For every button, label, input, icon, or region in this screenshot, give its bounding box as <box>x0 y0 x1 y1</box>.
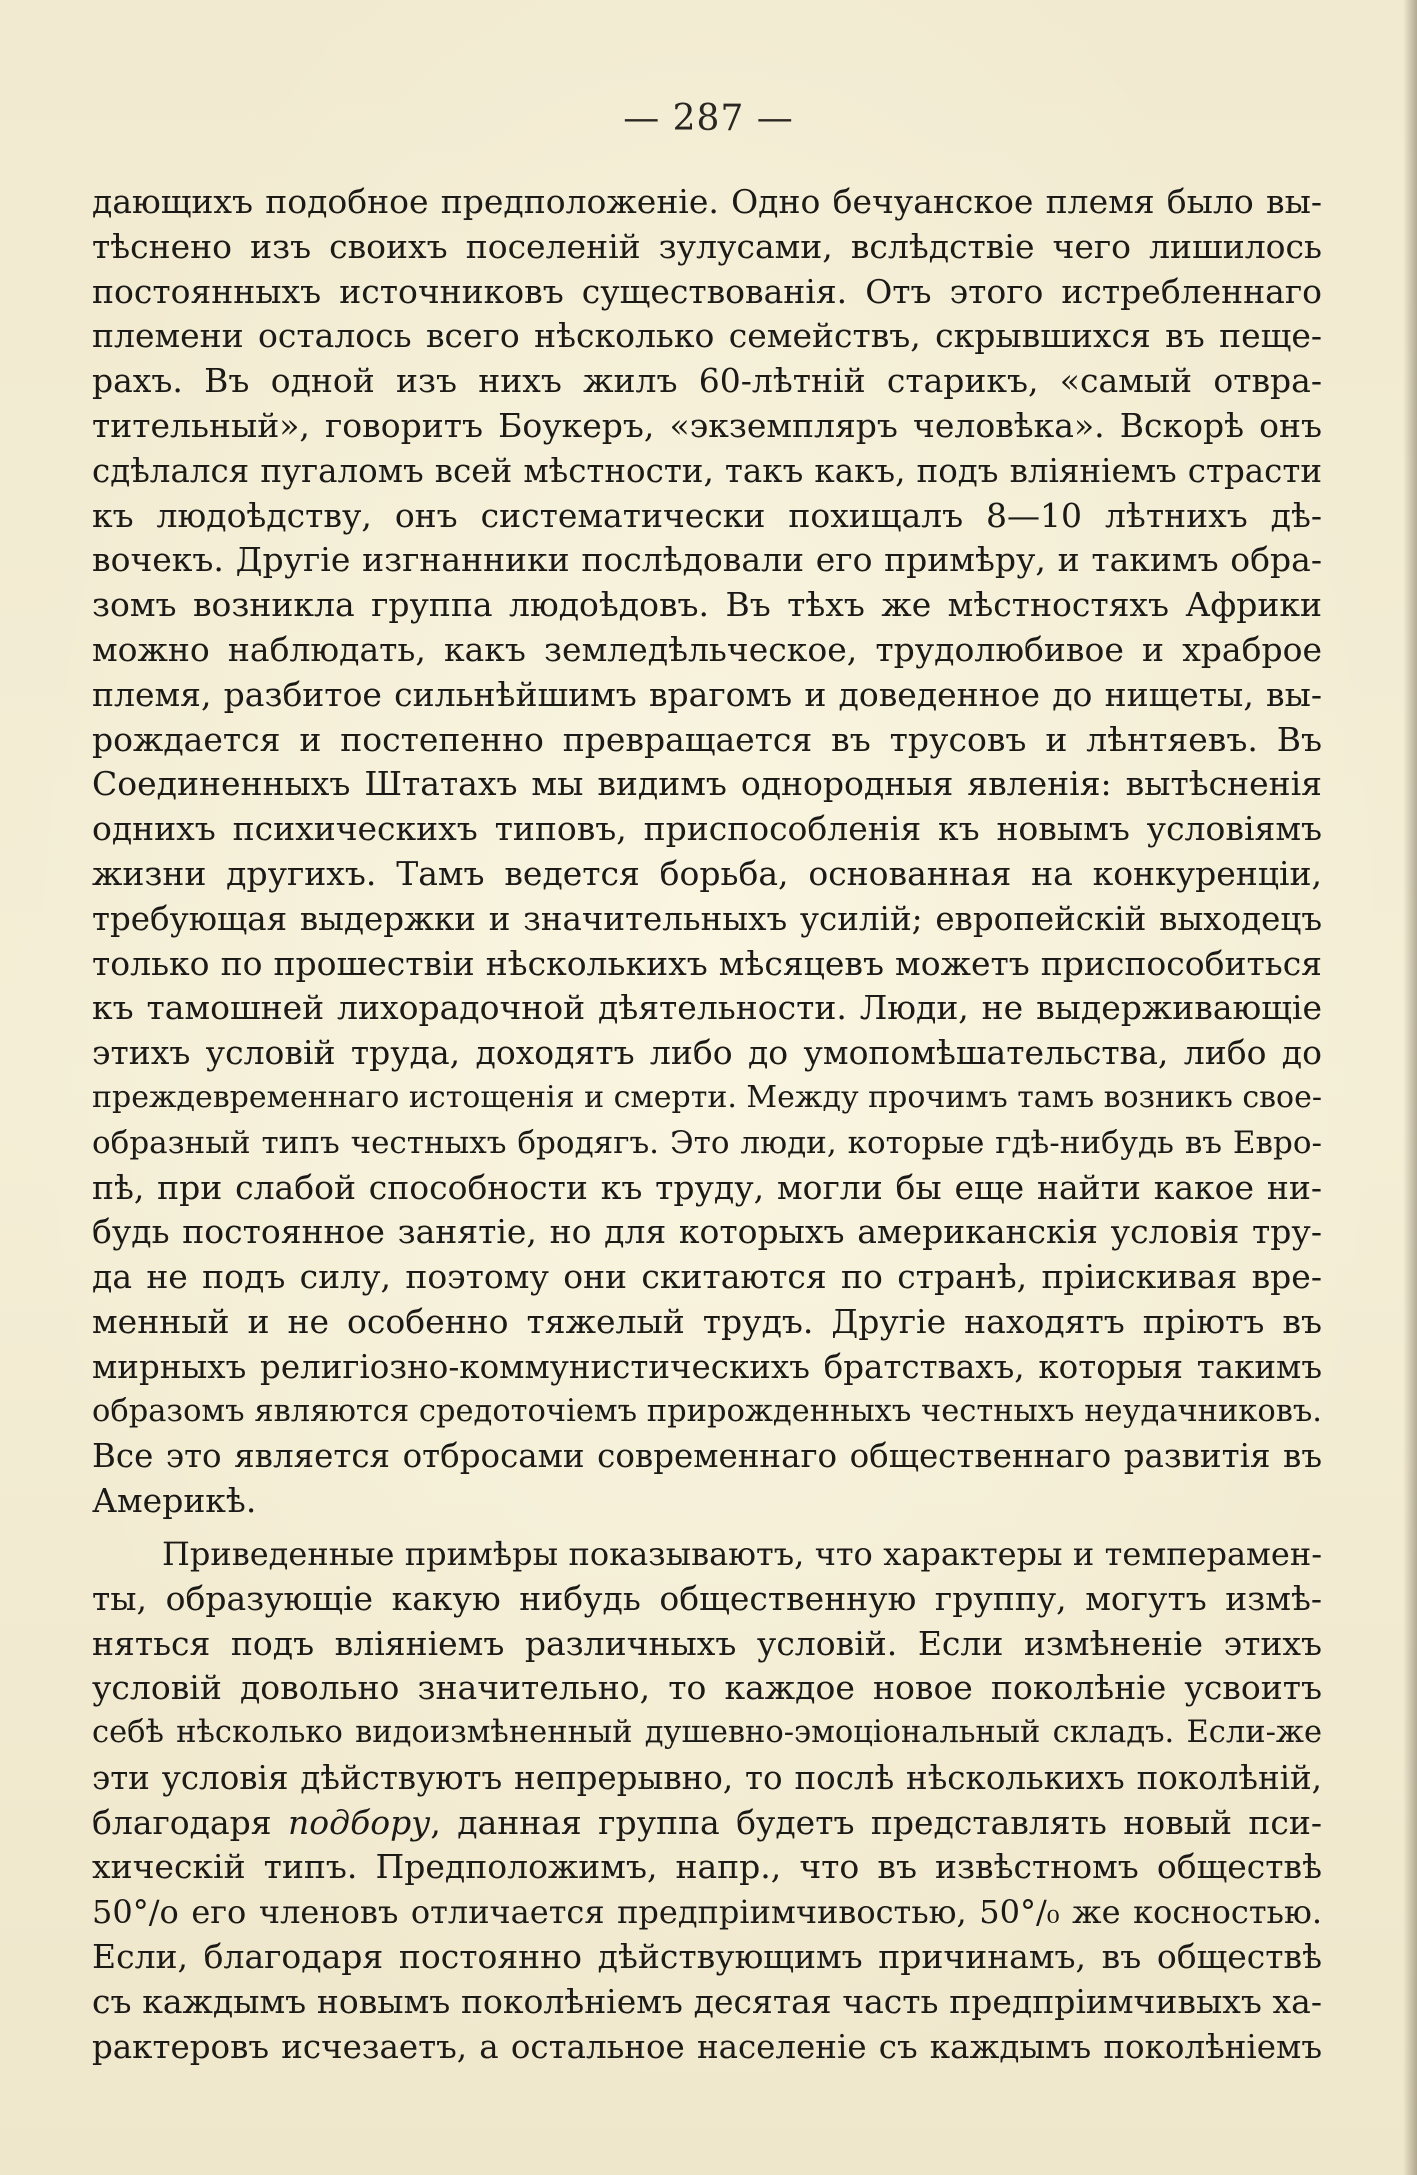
text-line: съ каждымъ новымъ поколѣніемъ десятая часть предпріимчивыхъ ха- <box>92 1981 1322 2021</box>
text-line: будь постоянное занятіе, но для которыхъ американскія условія тру- <box>92 1212 1322 1252</box>
text-line: рождается и постепенно превращается въ трусовъ и лѣнтяевъ. Въ <box>92 719 1322 759</box>
text-line: сдѣлался пугаломъ всей мѣстности, такъ какъ, подъ вліяніемъ страсти <box>92 451 1322 490</box>
text-line: рахъ. Въ одной изъ нихъ жилъ 60-лѣтній старикъ, «самый отвра- <box>92 361 1322 401</box>
text-line: условій довольно значительно, то каждое новое поколѣніе усвоитъ <box>92 1668 1322 1708</box>
text-line: образомъ являются средоточіемъ прирожденныхъ честныхъ неудачниковъ. <box>92 1393 1322 1429</box>
text-line: себѣ нѣсколько видоизмѣненный душевно-эмоціональный складъ. Если-же <box>92 1715 1322 1751</box>
emphasized-word: подбору <box>288 1802 431 1842</box>
text-line: тѣснено изъ своихъ поселеній зулусами, вслѣдствіе чего лишилось <box>92 226 1322 266</box>
body-text <box>92 180 1322 2069</box>
text-line: племя, разбитое сильнѣйшимъ врагомъ и доведенное до нищеты, вы- <box>92 674 1322 714</box>
text-line: няться подъ вліяніемъ различныхъ условій. Если измѣненіе этихъ <box>92 1623 1322 1663</box>
paragraph-1 <box>92 180 1322 1524</box>
text-line: эти условія дѣйствуютъ непрерывно, то послѣ нѣсколькихъ поколѣній, <box>92 1758 1322 1797</box>
text-line: этихъ условій труда, доходятъ либо до умопомѣшательства, либо до <box>92 1033 1322 1073</box>
text-line: ты, образующіе какую нибудь общественную группу, могутъ измѣ- <box>92 1578 1322 1618</box>
text-line: къ людоѣдству, онъ систематически похищалъ 8—10 лѣтнихъ дѣ- <box>92 495 1322 535</box>
text-line: только по прошествіи нѣсколькихъ мѣсяцевъ можетъ приспособиться <box>92 943 1322 983</box>
text-line: требующая выдержки и значительныхъ усилій; европейскій выходецъ <box>92 899 1322 938</box>
text-line: можно наблюдать, какъ земледѣльческое, трудолюбивое и храброе <box>92 629 1322 669</box>
paragraph-2 <box>92 1532 1322 2070</box>
text-line: рактеровъ исчезаетъ, а остальное населеніе съ каждымъ поколѣніемъ <box>92 2027 1322 2066</box>
text-line <box>92 1801 1322 1846</box>
text-line: Приведенные примѣры показываютъ, что характеры и темперамен- <box>162 1534 1322 1573</box>
page-number: — 287 — <box>623 98 794 139</box>
paragraph-gap <box>92 1524 1322 1532</box>
text-line: хическій типъ. Предположимъ, напр., что въ извѣстномъ обществѣ <box>92 1847 1322 1887</box>
text-line: образный типъ честныхъ бродягъ. Это люди, которые гдѣ-нибудь въ Евро- <box>92 1124 1322 1161</box>
text-line: Если, благодаря постоянно дѣйствующимъ причинамъ, въ обществѣ <box>92 1937 1322 1977</box>
text-line: Америкѣ. <box>92 1481 257 1521</box>
text-line: 50°/о его членовъ отличается предпріимчивостью, 50°/₀ же косностью. <box>92 1893 1322 1932</box>
text-line: племени осталось всего нѣсколько семействъ, скрывшихся въ пеще- <box>92 316 1322 356</box>
page-edge-shadow <box>1403 0 1417 2175</box>
text-run: , данная группа будетъ представлять новый пси- <box>430 1802 1322 1842</box>
text-line: зомъ возникла группа людоѣдовъ. Въ тѣхъ же мѣстностяхъ Африки <box>92 585 1322 625</box>
text-line: пѣ, при слабой способности къ труду, могли бы еще найти какое ни- <box>92 1167 1322 1207</box>
text-line: тительный», говоритъ Боукеръ, «экземпляръ человѣка». Вскорѣ онъ <box>92 405 1322 445</box>
text-line: жизни другихъ. Тамъ ведется борьба, основанная на конкуренціи, <box>92 853 1322 893</box>
text-line: преждевременнаго истощенія и смерти. Между прочимъ тамъ возникъ свое- <box>92 1079 1322 1115</box>
text-run: благодаря <box>92 1802 289 1842</box>
text-line: къ тамошней лихорадочной дѣятельности. Люди, не выдерживающіе <box>92 988 1322 1028</box>
text-line: мирныхъ религіозно-коммунистическихъ братствахъ, которыя такимъ <box>92 1347 1322 1386</box>
text-line: дающихъ подобное предположеніе. Одно бечуанское племя было вы- <box>92 182 1322 221</box>
text-line: вочекъ. Другіе изгнанники послѣдовали его примѣру, и такимъ обра- <box>92 540 1322 580</box>
text-line: Соединенныхъ Штатахъ мы видимъ однородныя явленія: вытѣсненія <box>92 764 1322 804</box>
text-line: постоянныхъ источниковъ существованія. Отъ этого истребленнаго <box>92 271 1322 311</box>
text-line: менный и не особенно тяжелый трудъ. Другіе находятъ пріютъ въ <box>92 1301 1322 1341</box>
text-line: да не подъ силу, поэтому они скитаются по странѣ, пріискивая вре- <box>92 1257 1322 1297</box>
text-line: Все это является отбросами современнаго общественнаго развитія въ <box>92 1437 1322 1476</box>
text-line: однихъ психическихъ типовъ, приспособленія къ новымъ условіямъ <box>92 809 1322 849</box>
